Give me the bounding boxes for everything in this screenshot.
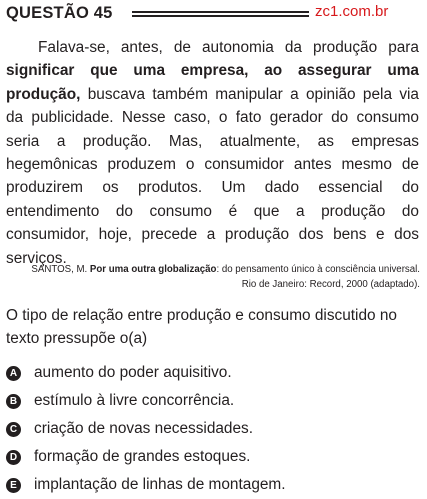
citation-subtitle: : do pensamento único à consciência universal. (216, 264, 420, 275)
option-e-letter-icon: E (6, 478, 21, 493)
question-stem: O tipo de relação entre produção e consumo discutido no texto pressupõe o(a) (6, 307, 397, 347)
site-watermark: zc1.com.br (315, 3, 389, 20)
header-divider (132, 11, 309, 17)
option-b-letter-icon: B (6, 394, 21, 409)
option-c-text: criação de novas necessidades. (34, 420, 254, 437)
option-a[interactable] (6, 359, 419, 387)
question-title: QUESTÃO 45 (6, 4, 113, 22)
passage-intro: Falava-se, antes, de autonomia da produção para (38, 39, 419, 56)
option-d[interactable] (6, 443, 419, 471)
passage-bold: significar que uma empresa, ao assegurar uma produção, (6, 62, 419, 103)
citation-author: SANTOS, M. (31, 264, 90, 275)
answer-options (6, 359, 419, 499)
option-c-letter-icon: C (6, 422, 21, 437)
passage-rest: buscava também manipular a opinião pela via da publicidade. Nesse caso, o fato gerador do consumo seria a produção. Mas, atualmente, as empresas hegemônicas produzem o consumidor antes mesmo de produzirem os produtos. Um dado essencial do entendimento do consumo é que a produção do consumidor, hoje, precede a produção dos bens e dos serviços. (6, 85, 419, 267)
option-e-text: implantação de linhas de montagem. (34, 476, 286, 493)
option-d-letter-icon: D (6, 450, 21, 465)
passage-text (6, 36, 419, 270)
option-b-text: estímulo à livre concorrência. (34, 392, 235, 409)
option-d-text: formação de grandes estoques. (34, 448, 251, 465)
citation-reference (6, 262, 420, 277)
question-header (6, 4, 421, 24)
citation-work: Por uma outra globalização (89, 264, 217, 275)
option-a-text: aumento do poder aquisitivo. (34, 364, 232, 381)
option-b[interactable] (6, 387, 419, 415)
citation-publisher: Rio de Janeiro: Record, 2000 (adaptado). (241, 279, 420, 290)
option-a-letter-icon: A (6, 366, 21, 381)
source-citation (6, 262, 420, 292)
option-c[interactable] (6, 415, 419, 443)
option-e[interactable] (6, 471, 419, 499)
